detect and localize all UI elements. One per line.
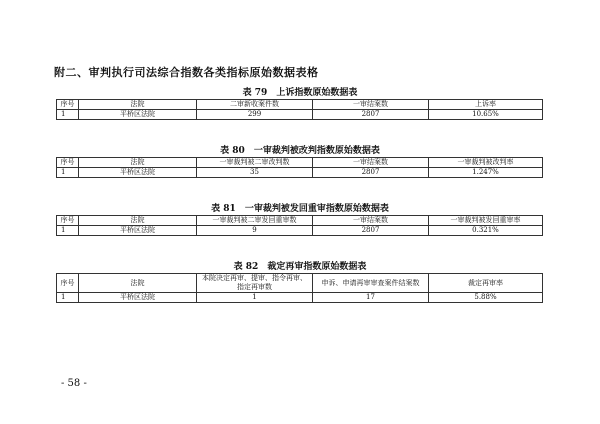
col-header-index: 序号 <box>57 274 79 293</box>
cell-court: 平桥区法院 <box>79 110 197 120</box>
cell-index: 1 <box>57 110 79 120</box>
col-header-court: 法院 <box>79 100 197 110</box>
cell-metric-a: 1 <box>197 293 313 303</box>
table-82 <box>56 273 543 303</box>
table-80 <box>56 157 543 178</box>
col-header-metric-a: 本院决定再审、提审、指令再审、指定再审数 <box>197 274 313 293</box>
cell-metric-b: 2807 <box>313 226 429 236</box>
table-header-row <box>57 274 543 293</box>
col-header-court: 法院 <box>79 274 197 293</box>
col-header-rate: 上诉率 <box>429 100 543 110</box>
cell-metric-b: 17 <box>313 293 429 303</box>
cell-metric-a: 299 <box>197 110 313 120</box>
cell-court: 平桥区法院 <box>79 226 197 236</box>
cell-rate: 1.247% <box>429 168 543 178</box>
cell-index: 1 <box>57 226 79 236</box>
table-header-row <box>57 100 543 110</box>
page-number: - 58 - <box>61 378 87 389</box>
col-header-index: 序号 <box>57 158 79 168</box>
appendix-heading: 附二、审判执行司法综合指数各类指标原始数据表格 <box>54 66 319 79</box>
col-header-index: 序号 <box>57 216 79 226</box>
col-header-rate: 一审裁判被改判率 <box>429 158 543 168</box>
cell-index: 1 <box>57 168 79 178</box>
table-79 <box>56 99 543 120</box>
table-80-caption: 表 80 一审裁判被改判指数原始数据表 <box>220 146 380 156</box>
table-header-row <box>57 216 543 226</box>
col-header-metric-a: 一审裁判被二审改判数 <box>197 158 313 168</box>
col-header-metric-b: 一审结案数 <box>313 158 429 168</box>
cell-rate: 10.65% <box>429 110 543 120</box>
cell-rate: 5.88% <box>429 293 543 303</box>
col-header-metric-a: 二审新收案件数 <box>197 100 313 110</box>
col-header-metric-b: 一审结案数 <box>313 216 429 226</box>
cell-metric-a: 35 <box>197 168 313 178</box>
cell-metric-a: 9 <box>197 226 313 236</box>
table-row <box>57 110 543 120</box>
col-header-metric-b: 一审结案数 <box>313 100 429 110</box>
col-header-rate: 一审裁判被发回重审率 <box>429 216 543 226</box>
cell-court: 平桥区法院 <box>79 293 197 303</box>
col-header-index: 序号 <box>57 100 79 110</box>
table-79-caption: 表 79 上诉指数原始数据表 <box>242 88 358 98</box>
col-header-court: 法院 <box>79 158 197 168</box>
cell-metric-b: 2807 <box>313 110 429 120</box>
cell-rate: 0.321% <box>429 226 543 236</box>
cell-index: 1 <box>57 293 79 303</box>
col-header-metric-a: 一审裁判被二审发回重审数 <box>197 216 313 226</box>
table-81 <box>56 215 543 236</box>
col-header-metric-b: 申诉、申请再审审查案件结案数 <box>313 274 429 293</box>
table-header-row <box>57 158 543 168</box>
cell-metric-b: 2807 <box>313 168 429 178</box>
cell-court: 平桥区法院 <box>79 168 197 178</box>
col-header-rate: 裁定再审率 <box>429 274 543 293</box>
table-81-caption: 表 81 一审裁判被发回重审指数原始数据表 <box>211 204 389 214</box>
table-82-caption: 表 82 裁定再审指数原始数据表 <box>233 262 367 272</box>
table-row <box>57 226 543 236</box>
col-header-court: 法院 <box>79 216 197 226</box>
table-row <box>57 168 543 178</box>
table-row <box>57 293 543 303</box>
